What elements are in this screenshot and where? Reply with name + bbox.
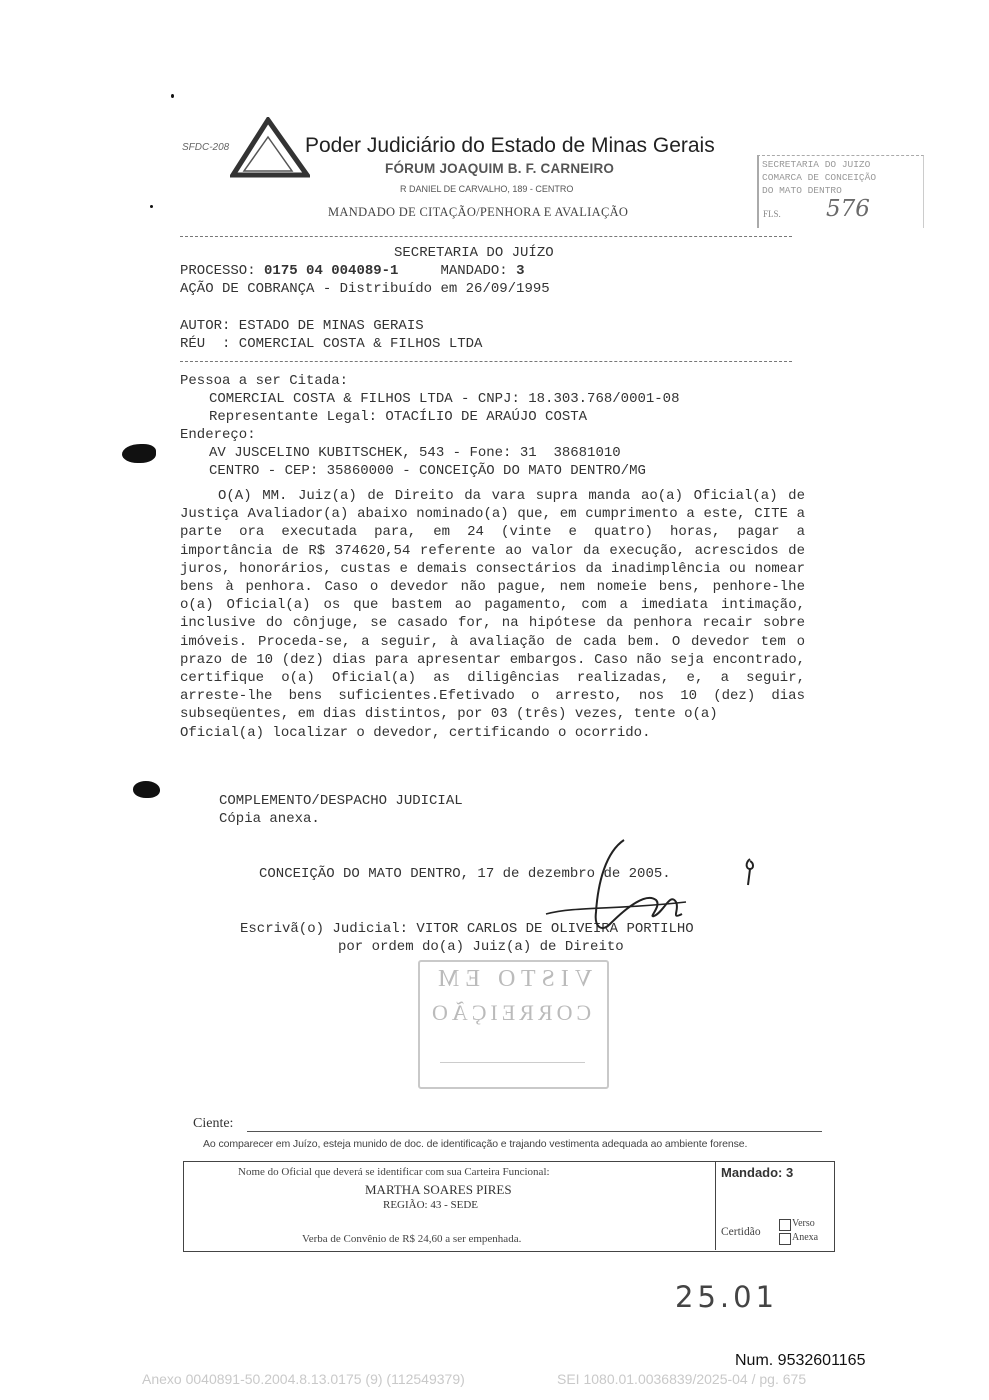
reu-line: RÉU : COMERCIAL COSTA & FILHOS LTDA [180,336,483,352]
acao-line: AÇÃO DE COBRANÇA - Distribuído em 26/09/1995 [180,281,550,297]
handwritten-mark-icon [742,857,758,887]
forum-address: R DANIEL DE CARVALHO, 189 - CENTRO [400,184,574,194]
complemento-text: Cópia anexa. [219,811,320,827]
scan-speck [150,205,153,208]
party-heading: Pessoa a ser Citada: [180,373,349,389]
verso-checkbox[interactable] [779,1219,791,1231]
party-street: AV JUSCELINO KUBITSCHEK, 543 - Fone: 31 38681010 [209,445,621,461]
form-code: SFDC-208 [182,142,230,153]
judiciary-logo-icon [230,117,310,179]
page-title: Poder Judiciário do Estado de Minas Gerais [305,134,715,157]
divider [180,361,792,362]
address-heading: Endereço: [180,427,256,443]
complemento-heading: COMPLEMENTO/DESPACHO JUDICIAL [219,793,463,809]
autor-line: AUTOR: ESTADO DE MINAS GERAIS [180,318,424,334]
stamp-text: SECRETARIA DO JUIZO COMARCA DE CONCEIÇÃO DO MATO DENTRO [762,159,877,196]
footer-annex-id: Anexo 0040891-50.2004.8.13.0175 (9) (112549379) [142,1371,465,1387]
official-region: REGIÃO: 43 - SEDE [383,1199,479,1211]
footer-sei-ref: SEI 1080.01.0036839/2025-04 / pg. 675 [557,1371,807,1387]
official-name: MARTHA SOARES PIRES [365,1182,512,1197]
verso-label: Verso [792,1218,815,1229]
mandate-body: O(A) MM. Juiz(a) de Direito da vara supra manda ao(a) Oficial(a) de Justiça Avaliador(a) abaixo nominado(a) que, em cumprimento a este, CITE a parte ora executada para, em 24 (vinte e quatro) horas, pagar a importância de R$ 374620,54 referente ao valor da execução, acrescidos de juros, honorários, custas e demais consectários da inadimplência ou nomear bens à penhora. Caso o devedor não pague, nem nomeie bens, penhore-lhe o(a) Oficial(a) os que bastem ao pagamento, com a imediata intimação, inclusive do cônjuge, se casado for, na hipótese da penhora recair sobre imóveis. Proceda-se, a seguir, à avaliação de cada bem. O devedor tem o prazo de 10 (dez) dias para apresentar embargos. Caso não seja encontrado, certifique o(a) Oficial(a) as diligências realizadas, e, a seguir, arreste-lhe bens suficientes.Efetivado o arresto, nos 10 (dez) dias subseqüentes, em dias distintos, por 03 (três) vezes, tente o(a) Oficial(a) localizar o devedor, certificando o ocorrido. [180,488,805,741]
order-line: por ordem do(a) Juiz(a) de Direito [338,939,624,955]
stamp-rule [440,1062,585,1063]
attire-notice: Ao comparecer em Juízo, esteja munido de doc. de identificação e trajando vestimenta adequada ao ambiente forense. [203,1138,748,1150]
document-type: MANDADO DE CITAÇÃO/PENHORA E AVALIAÇÃO [328,205,629,219]
forum-name: FÓRUM JOAQUIM B. F. CARNEIRO [385,161,615,176]
hole-punch-mark [133,781,160,798]
document-number: Num. 9532601165 [735,1352,866,1369]
box-mandado-number: Mandado: 3 [721,1165,794,1180]
mandate-body-last-line: Oficial(a) localizar o devedor, certificando o ocorrido. [180,724,651,741]
official-fee: Verba de Convênio de R$ 24,60 a ser empenhada. [302,1233,522,1245]
hole-punch-mark [122,444,156,463]
party-city: CENTRO - CEP: 35860000 - CONCEIÇÃO DO MATO DENTRO/MG [209,463,646,479]
handwritten-page-number: 576 [826,196,870,222]
certidao-label: Certidão [721,1226,761,1238]
fls-label: FLS. [763,209,781,219]
signature-icon [536,832,696,942]
anexa-checkbox[interactable] [779,1233,791,1245]
secretaria-heading: SECRETARIA DO JUÍZO [394,245,554,261]
place-date: CONCEIÇÃO DO MATO DENTRO, 17 de dezembro de 2005. [259,866,671,882]
official-box-divider [715,1161,716,1250]
party-representative: Representante Legal: OTACÍLIO DE ARAÚJO COSTA [209,409,588,425]
scan-speck [171,94,174,98]
clerk-line: Escrivã(o) Judicial: VITOR CARLOS DE OLIVEIRA PORTILHO [240,921,694,937]
divider [180,236,792,237]
handwritten-date: 25.01 [675,1280,779,1314]
party-company: COMERCIAL COSTA & FILHOS LTDA - CNPJ: 18.303.768/0001-08 [209,391,680,407]
processo-line: PROCESSO: 0175 04 004089-1 MANDADO: 3 [180,263,525,279]
visto-em-correicao-stamp [418,960,609,1089]
visto-stamp-line1: VISTO EM [432,966,593,992]
ciente-signature-line [247,1131,822,1132]
visto-stamp-line2: CORREIÇÃO [428,1000,592,1025]
ciente-label: Ciente: [193,1116,234,1131]
official-caption: Nome do Oficial que deverá se identificar com sua Carteira Funcional: [238,1166,550,1178]
anexa-label: Anexa [792,1232,819,1243]
